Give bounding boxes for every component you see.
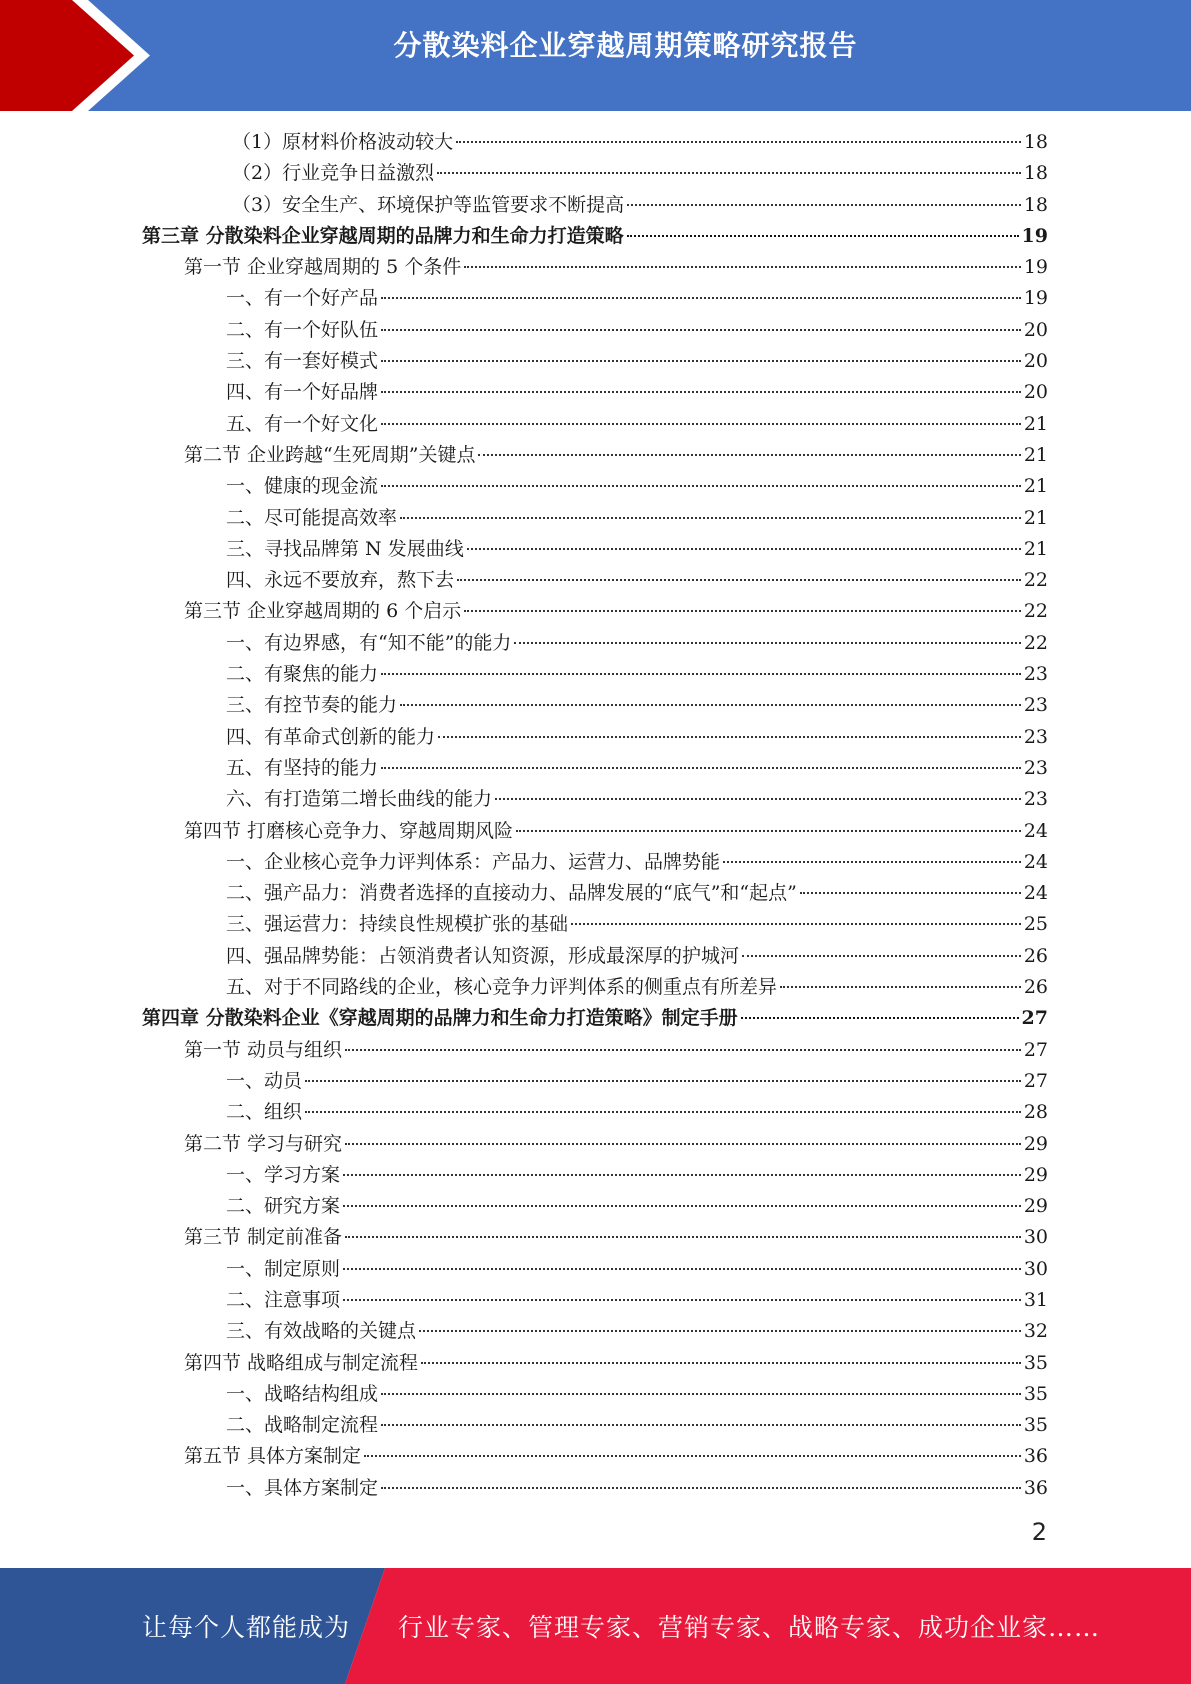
toc-dot-leader	[467, 548, 1021, 550]
toc-entry-label: 三、有效战略的关键点	[226, 1320, 417, 1343]
toc-entry-sub[interactable]	[0, 158, 1048, 189]
toc-entry-item[interactable]	[0, 1066, 1048, 1097]
toc-entry-label: 二、战略制定流程	[226, 1414, 379, 1437]
toc-entry-page: 26	[1023, 976, 1048, 999]
toc-entry-item[interactable]	[0, 909, 1048, 940]
toc-entry-label: 五、对于不同路线的企业，核心竞争力评判体系的侧重点有所差异	[226, 976, 778, 999]
toc-dot-leader	[464, 610, 1021, 612]
toc-entry-label: 三、强运营力：持续良性规模扩张的基础	[226, 913, 569, 936]
toc-entry-item[interactable]	[0, 722, 1048, 753]
toc-entry-page: 27	[1021, 1007, 1048, 1030]
toc-dot-leader	[800, 892, 1021, 894]
toc-dot-leader	[780, 986, 1021, 988]
toc-entry-item[interactable]	[0, 847, 1048, 878]
toc-dot-leader	[381, 391, 1021, 393]
toc-dot-leader	[464, 266, 1021, 268]
toc-entry-page: 22	[1023, 600, 1048, 623]
toc-entry-page: 21	[1023, 443, 1048, 466]
toc-entry-item[interactable]	[0, 1254, 1048, 1285]
toc-entry-page: 22	[1023, 569, 1048, 592]
toc-dot-leader	[381, 1487, 1021, 1489]
report-title: 分散染料企业穿越周期策略研究报告	[393, 29, 858, 62]
toc-entry-page: 18	[1023, 131, 1048, 153]
toc-dot-leader	[381, 423, 1021, 425]
toc-entry-page: 19	[1021, 224, 1048, 247]
toc-entry-section[interactable]	[0, 440, 1048, 471]
toc-entry-page: 30	[1023, 1226, 1048, 1249]
toc-entry-label: 第五节 具体方案制定	[184, 1445, 362, 1468]
toc-entry-item[interactable]	[0, 1379, 1048, 1410]
toc-entry-page: 35	[1023, 1382, 1048, 1405]
toc-entry-item[interactable]	[0, 409, 1048, 440]
toc-entry-label: 四、有革命式创新的能力	[226, 725, 436, 748]
toc-dot-leader	[343, 1205, 1021, 1207]
toc-entry-page: 23	[1023, 756, 1048, 779]
toc-entry-item[interactable]	[0, 283, 1048, 314]
toc-dot-leader	[419, 1330, 1021, 1332]
toc-dot-leader	[343, 1174, 1021, 1176]
toc-entry-page: 24	[1023, 850, 1048, 873]
toc-entry-item[interactable]	[0, 1285, 1048, 1316]
toc-dot-leader	[514, 642, 1020, 644]
toc-entry-label: （2）行业竞争日益激烈	[232, 162, 435, 185]
toc-entry-item[interactable]	[0, 534, 1048, 565]
toc-entry-label: 一、具体方案制定	[226, 1476, 379, 1499]
toc-dot-leader	[343, 1299, 1021, 1301]
toc-entry-label: 六、有打造第二增长曲线的能力	[226, 788, 493, 811]
toc-entry-page: 32	[1023, 1320, 1048, 1343]
toc-entry-page: 36	[1023, 1445, 1048, 1468]
toc-dot-leader	[400, 704, 1021, 706]
page-number: 2	[1031, 1518, 1047, 1546]
toc-dot-leader	[571, 923, 1021, 925]
toc-entry-page: 30	[1023, 1257, 1048, 1280]
toc-entry-section[interactable]	[0, 252, 1048, 283]
toc-entry-page: 23	[1023, 663, 1048, 686]
toc-entry-item[interactable]	[0, 315, 1048, 346]
toc-dot-leader	[381, 1393, 1021, 1395]
toc-entry-page: 27	[1023, 1038, 1048, 1061]
toc-entry-label: 第二节 企业跨越“生死周期”关键点	[184, 443, 476, 466]
toc-entry-page: 18	[1023, 162, 1048, 185]
toc-entry-label: 二、尽可能提高效率	[226, 506, 398, 529]
toc-entry-label: 四、永远不要放弃，熬下去	[226, 569, 455, 592]
toc-entry-page: 21	[1023, 412, 1048, 435]
footer-slogan-right: 行业专家、管理专家、营销专家、战略专家、成功企业家……	[398, 1613, 1101, 1642]
toc-entry-label: 二、组织	[226, 1101, 303, 1124]
toc-entry-page: 31	[1023, 1288, 1048, 1311]
toc-entry-page: 35	[1023, 1351, 1048, 1374]
toc-dot-leader	[345, 1049, 1021, 1051]
toc-entry-item[interactable]	[0, 1191, 1048, 1222]
toc-entry-label: 二、注意事项	[226, 1288, 341, 1311]
toc-entry-page: 23	[1023, 788, 1048, 811]
toc-entry-label: 第一节 动员与组织	[184, 1038, 343, 1061]
toc-entry-label: 一、有一个好产品	[226, 287, 379, 310]
toc-dot-leader	[381, 673, 1021, 675]
toc-dot-leader	[437, 172, 1021, 174]
toc-entry-label: 第四节 打磨核心竞争力、穿越周期风险	[184, 819, 514, 842]
toc-dot-leader	[345, 1143, 1021, 1145]
toc-entry-page: 21	[1023, 537, 1048, 560]
toc-entry-label: 一、战略结构组成	[226, 1382, 379, 1405]
toc-entry-section[interactable]	[0, 1348, 1048, 1379]
toc-entry-page: 36	[1023, 1476, 1048, 1499]
toc-entry-item[interactable]	[0, 1316, 1048, 1347]
toc-entry-item[interactable]	[0, 753, 1048, 784]
toc-entry-chapter[interactable]	[0, 1003, 1048, 1034]
toc-entry-page: 19	[1023, 287, 1048, 310]
toc-entry-label: （1）原材料价格波动较大	[232, 131, 454, 153]
toc-dot-leader	[381, 1424, 1021, 1426]
toc-entry-section[interactable]	[0, 816, 1048, 847]
toc-entry-label: 第二节 学习与研究	[184, 1132, 343, 1155]
toc-dot-leader	[478, 454, 1020, 456]
toc-entry-sub[interactable]	[0, 127, 1048, 158]
toc-entry-label: 一、学习方案	[226, 1163, 341, 1186]
toc-entry-label: 第三节 企业穿越周期的 6 个启示	[184, 600, 462, 623]
toc-dot-leader	[381, 297, 1021, 299]
toc-entry-label: 五、有坚持的能力	[226, 756, 379, 779]
toc-entry-item[interactable]	[0, 377, 1048, 408]
toc-entry-label: 二、强产品力：消费者选择的直接动力、品牌发展的“底气”和“起点”	[226, 882, 797, 905]
toc-dot-leader	[381, 360, 1021, 362]
footer-slogan-left: 让每个人都能成为	[142, 1613, 351, 1642]
toc-dot-leader	[345, 1236, 1021, 1238]
toc-entry-item[interactable]	[0, 878, 1048, 909]
toc-entry-page: 20	[1023, 318, 1048, 341]
toc-dot-leader	[723, 861, 1021, 863]
toc-entry-page: 24	[1023, 882, 1048, 905]
toc-entry-page: 29	[1023, 1132, 1048, 1155]
toc-entry-item[interactable]	[0, 941, 1048, 972]
toc-entry-page: 19	[1023, 256, 1048, 279]
toc-entry-section[interactable]	[0, 1129, 1048, 1160]
toc-entry-label: 一、动员	[226, 1069, 303, 1092]
toc-entry-label: 四、有一个好品牌	[226, 381, 379, 404]
toc-dot-leader	[741, 1017, 1019, 1019]
toc-entry-page: 23	[1023, 725, 1048, 748]
toc-entry-page: 21	[1023, 475, 1048, 498]
toc-entry-item[interactable]	[0, 1473, 1048, 1504]
toc-dot-leader	[495, 798, 1021, 800]
toc-entry-page: 28	[1023, 1101, 1048, 1124]
toc-entry-page: 24	[1023, 819, 1048, 842]
toc-entry-item[interactable]	[0, 628, 1048, 659]
table-of-contents	[0, 127, 1191, 1504]
toc-entry-label: 一、制定原则	[226, 1257, 341, 1280]
toc-dot-leader	[381, 485, 1021, 487]
toc-entry-section[interactable]	[0, 1222, 1048, 1253]
toc-entry-item[interactable]	[0, 1410, 1048, 1441]
toc-entry-item[interactable]	[0, 346, 1048, 377]
toc-entry-label: 第三章 分散染料企业穿越周期的品牌力和生命力打造策略	[142, 224, 624, 247]
toc-entry-item[interactable]	[0, 659, 1048, 690]
toc-dot-leader	[627, 204, 1021, 206]
toc-entry-item[interactable]	[0, 1097, 1048, 1128]
toc-dot-leader	[364, 1455, 1021, 1457]
toc-entry-label: 一、有边界感，有“知不能”的能力	[226, 631, 512, 654]
toc-entry-page: 35	[1023, 1414, 1048, 1437]
toc-entry-item[interactable]	[0, 784, 1048, 815]
toc-entry-chapter[interactable]	[0, 221, 1048, 252]
toc-entry-item[interactable]	[0, 690, 1048, 721]
toc-entry-item[interactable]	[0, 503, 1048, 534]
toc-entry-label: 三、有控节奏的能力	[226, 694, 398, 717]
toc-entry-label: 三、寻找品牌第 N 发展曲线	[226, 537, 464, 560]
toc-entry-page: 18	[1023, 193, 1048, 216]
toc-dot-leader	[627, 235, 1019, 237]
toc-entry-page: 20	[1023, 381, 1048, 404]
toc-entry-page: 26	[1023, 944, 1048, 967]
toc-entry-page: 23	[1023, 694, 1048, 717]
toc-entry-page: 20	[1023, 350, 1048, 373]
toc-dot-leader	[305, 1080, 1021, 1082]
page-header	[0, 0, 1191, 111]
toc-dot-leader	[742, 955, 1021, 957]
toc-entry-item[interactable]	[0, 471, 1048, 502]
toc-dot-leader	[456, 141, 1021, 143]
toc-dot-leader	[400, 517, 1021, 519]
toc-entry-page: 21	[1023, 506, 1048, 529]
toc-entry-label: 一、企业核心竞争力评判体系：产品力、运营力、品牌势能	[226, 850, 721, 873]
toc-dot-leader	[516, 830, 1021, 832]
toc-entry-label: 三、有一套好模式	[226, 350, 379, 373]
toc-entry-label: 第三节 制定前准备	[184, 1226, 343, 1249]
toc-entry-label: 二、研究方案	[226, 1195, 341, 1218]
toc-dot-leader	[438, 736, 1021, 738]
toc-entry-item[interactable]	[0, 972, 1048, 1003]
toc-entry-page: 29	[1023, 1195, 1048, 1218]
toc-entry-label: 五、有一个好文化	[226, 412, 379, 435]
toc-entry-section[interactable]	[0, 596, 1048, 627]
toc-entry-page: 27	[1023, 1069, 1048, 1092]
toc-dot-leader	[457, 579, 1021, 581]
toc-entry-page: 22	[1023, 631, 1048, 654]
toc-entry-label: 第四节 战略组成与制定流程	[184, 1351, 419, 1374]
toc-entry-label: 第一节 企业穿越周期的 5 个条件	[184, 256, 462, 279]
toc-entry-item[interactable]	[0, 1160, 1048, 1191]
toc-entry-item[interactable]	[0, 565, 1048, 596]
toc-entry-section[interactable]	[0, 1441, 1048, 1472]
toc-entry-label: 二、有一个好队伍	[226, 318, 379, 341]
toc-entry-section[interactable]	[0, 1035, 1048, 1066]
toc-entry-label: 四、强品牌势能：占领消费者认知资源，形成最深厚的护城河	[226, 944, 740, 967]
toc-dot-leader	[421, 1362, 1021, 1364]
page-footer	[0, 1568, 1191, 1684]
toc-entry-page: 25	[1023, 913, 1048, 936]
toc-dot-leader	[381, 329, 1021, 331]
toc-entry-label: （3）安全生产、环境保护等监管要求不断提高	[232, 193, 625, 216]
toc-dot-leader	[343, 1268, 1021, 1270]
toc-entry-page: 29	[1023, 1163, 1048, 1186]
toc-entry-sub[interactable]	[0, 190, 1048, 221]
toc-entry-label: 二、有聚焦的能力	[226, 663, 379, 686]
toc-entry-label: 第四章 分散染料企业《穿越周期的品牌力和生命力打造策略》制定手册	[142, 1007, 738, 1030]
toc-dot-leader	[381, 767, 1021, 769]
toc-dot-leader	[305, 1111, 1021, 1113]
toc-entry-label: 一、健康的现金流	[226, 475, 379, 498]
